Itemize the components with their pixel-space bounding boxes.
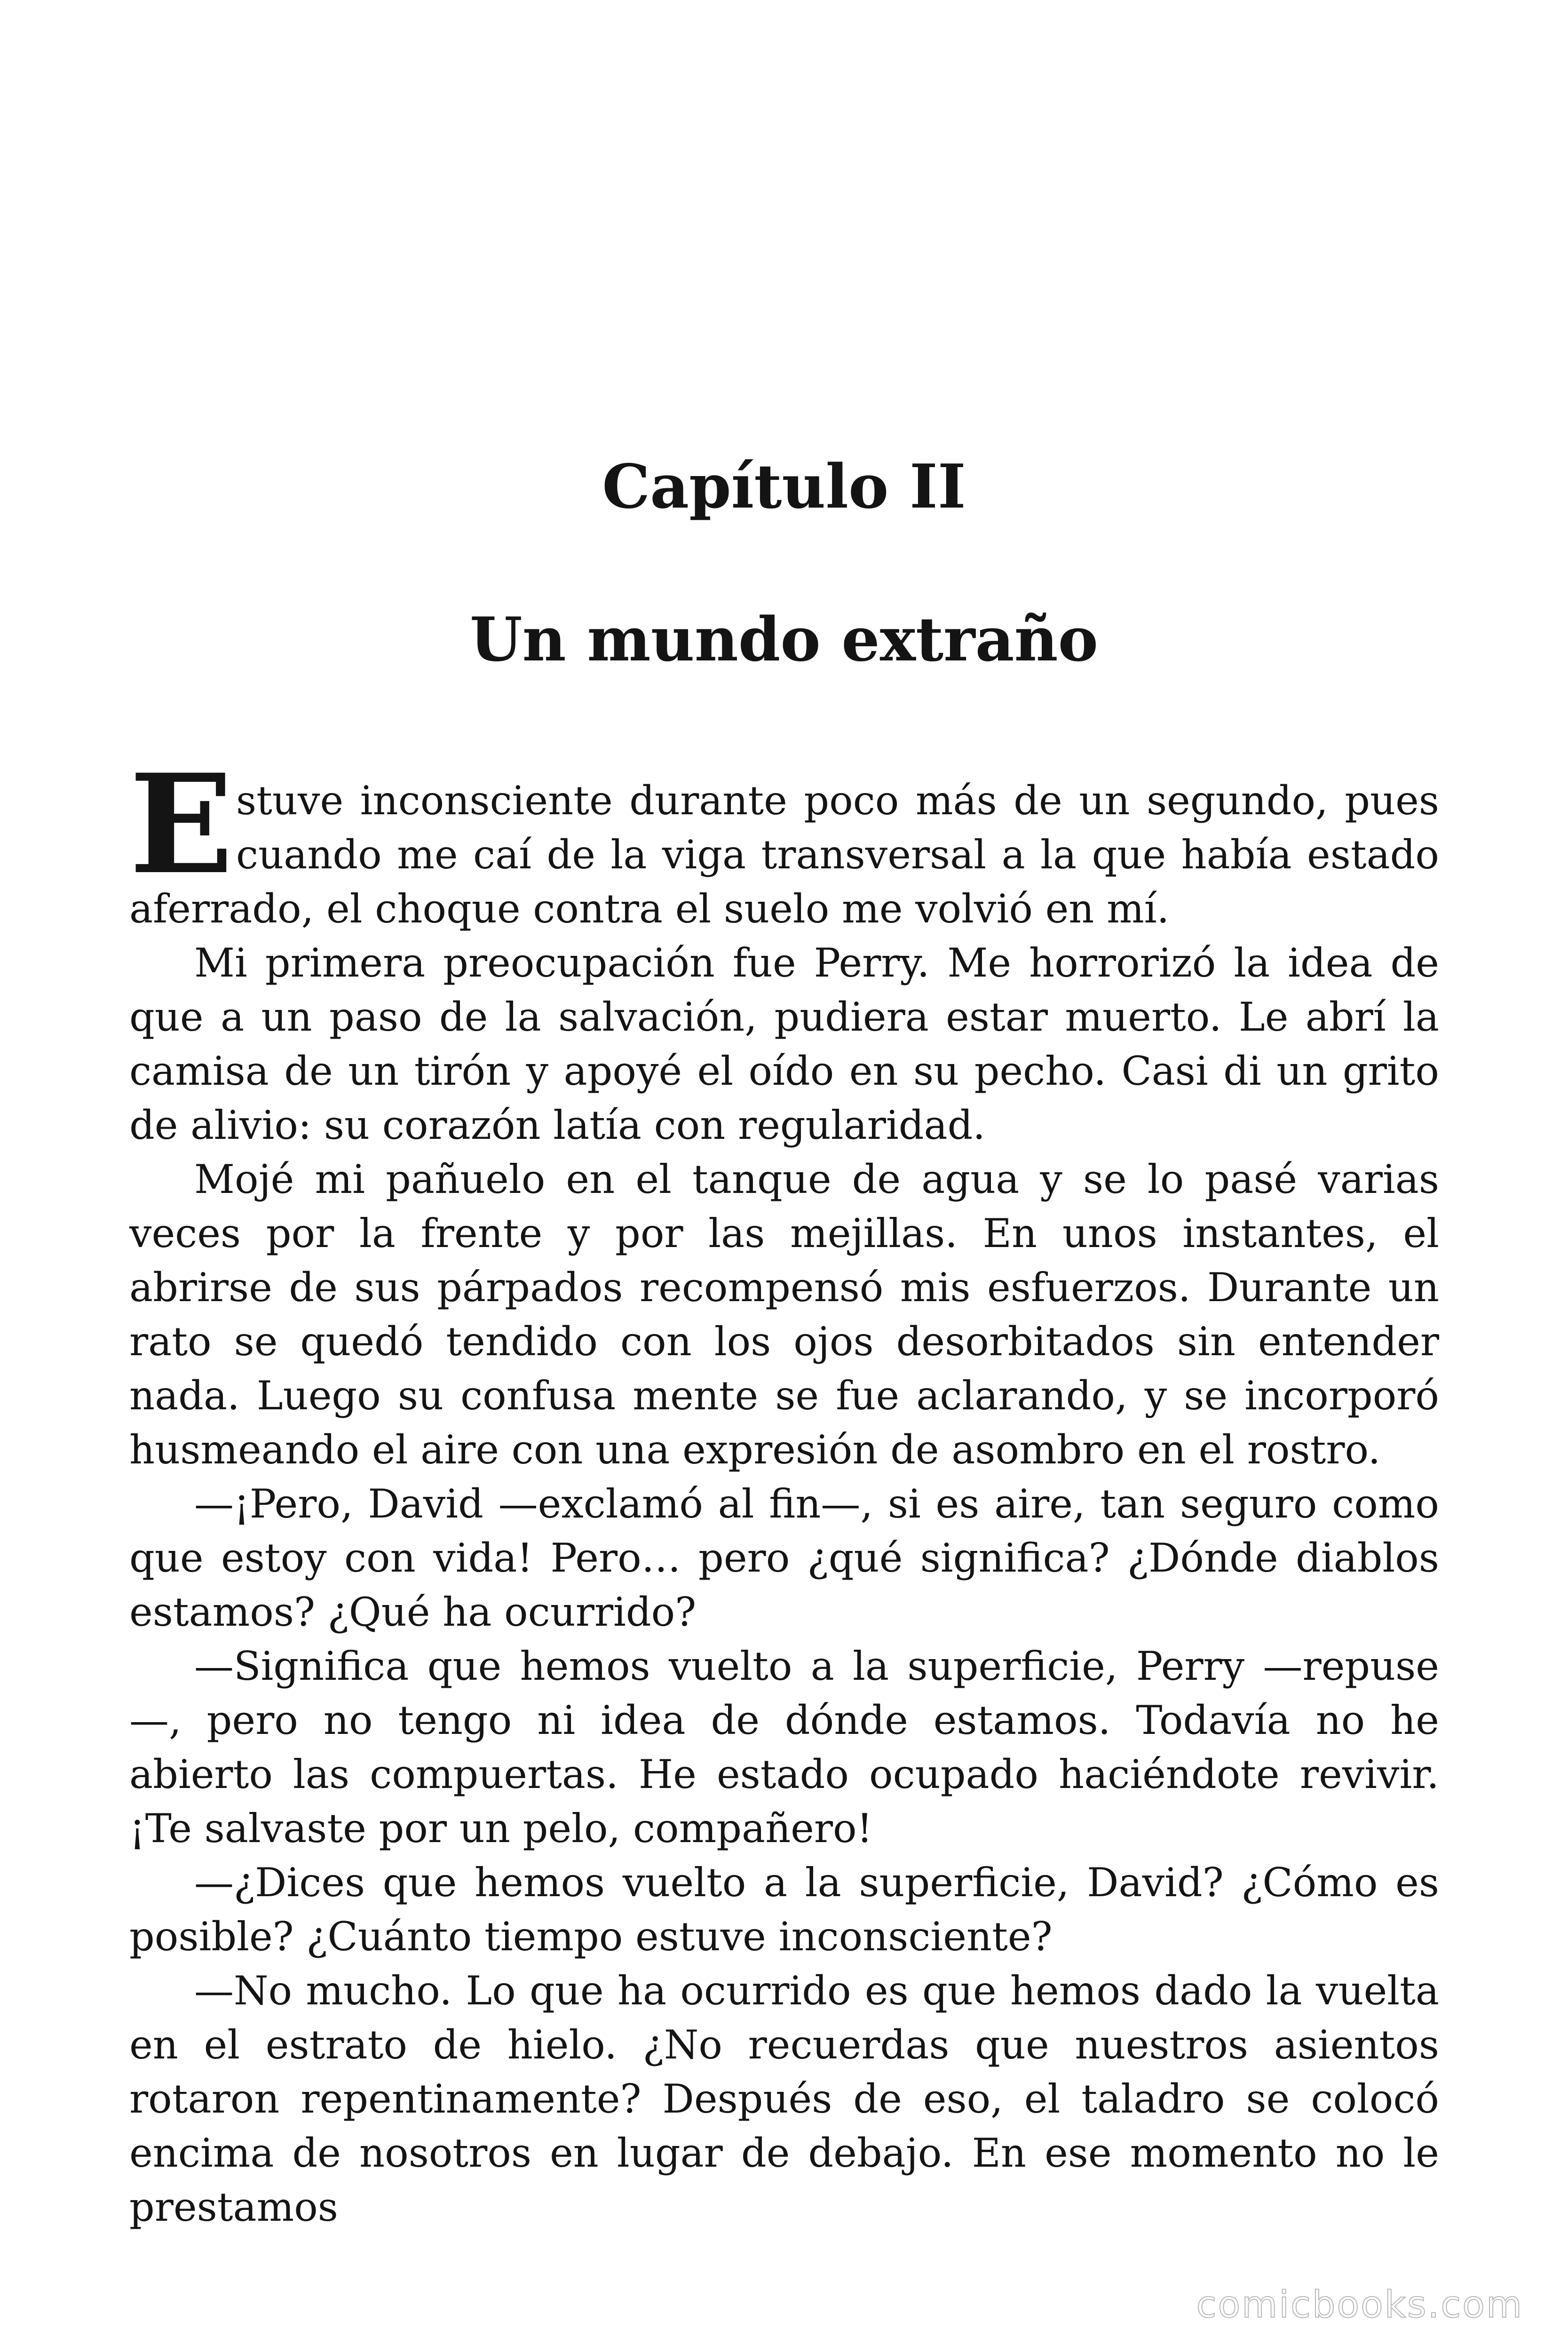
paragraph-2: Mi primera preocupación fue Perry. Me horrorizó la idea de que a un paso de la salvación, pudiera estar muerto. Le abrí la camisa de un tirón y apoyé el oído en su pecho. Casi di un grito de alivio: su corazón latía con regularidad.	[129, 940, 1439, 1148]
paragraph-1-text: stuve inconsciente durante poco más de un segundo, pues cuando me caí de la viga transversal a la que había estado aferrado, el choque contra el suelo me volvió en mí.	[129, 778, 1439, 932]
chapter-number: Capítulo II	[602, 452, 966, 522]
chapter-body	[129, 745, 1439, 2234]
paragraph-5: —Significa que hemos vuelto a la superficie, Perry —repuse—, pero no tengo ni idea de dónde estamos. Todavía no he abierto las compuertas. He estado ocupado haciéndote revivir. ¡Te salvaste por un pelo, compañero!	[129, 1643, 1439, 1851]
paragraph-4: —¡Pero, David —exclamó al fin—, si es aire, tan seguro como que estoy con vida! Pero… pero ¿qué significa? ¿Dónde diablos estamos? ¿Qué ha ocurrido?	[129, 1481, 1439, 1635]
chapter-title: Un mundo extraño	[470, 604, 1098, 675]
paragraph-3: Mojé mi pañuelo en el tanque de agua y se lo pasé varias veces por la frente y por las mejillas. En unos instantes, el abrirse de sus párpados recompensó mis esfuerzos. Durante un rato se quedó tendido con los ojos desorbitados sin entender nada. Luego su confusa mente se fue aclarando, y se incorporó husmeando el aire con una expresión de asombro en el rostro.	[129, 1156, 1439, 1473]
drop-cap: E	[129, 745, 234, 905]
paragraph-1	[129, 745, 1439, 936]
paragraph-7: —No mucho. Lo que ha ocurrido es que hemos dado la vuelta en el estrato de hielo. ¿No recuerdas que nuestros asientos rotaron repentinamente? Después de eso, el taladro se colocó encima de nosotros en lugar de debajo. En ese momento no le prestamos	[129, 1968, 1439, 2230]
paragraph-6: —¿Dices que hemos vuelto a la superficie, David? ¿Cómo es posible? ¿Cuánto tiempo estuve inconsciente?	[129, 1859, 1439, 1960]
watermark: comicbooks.com	[1196, 2284, 1523, 2326]
